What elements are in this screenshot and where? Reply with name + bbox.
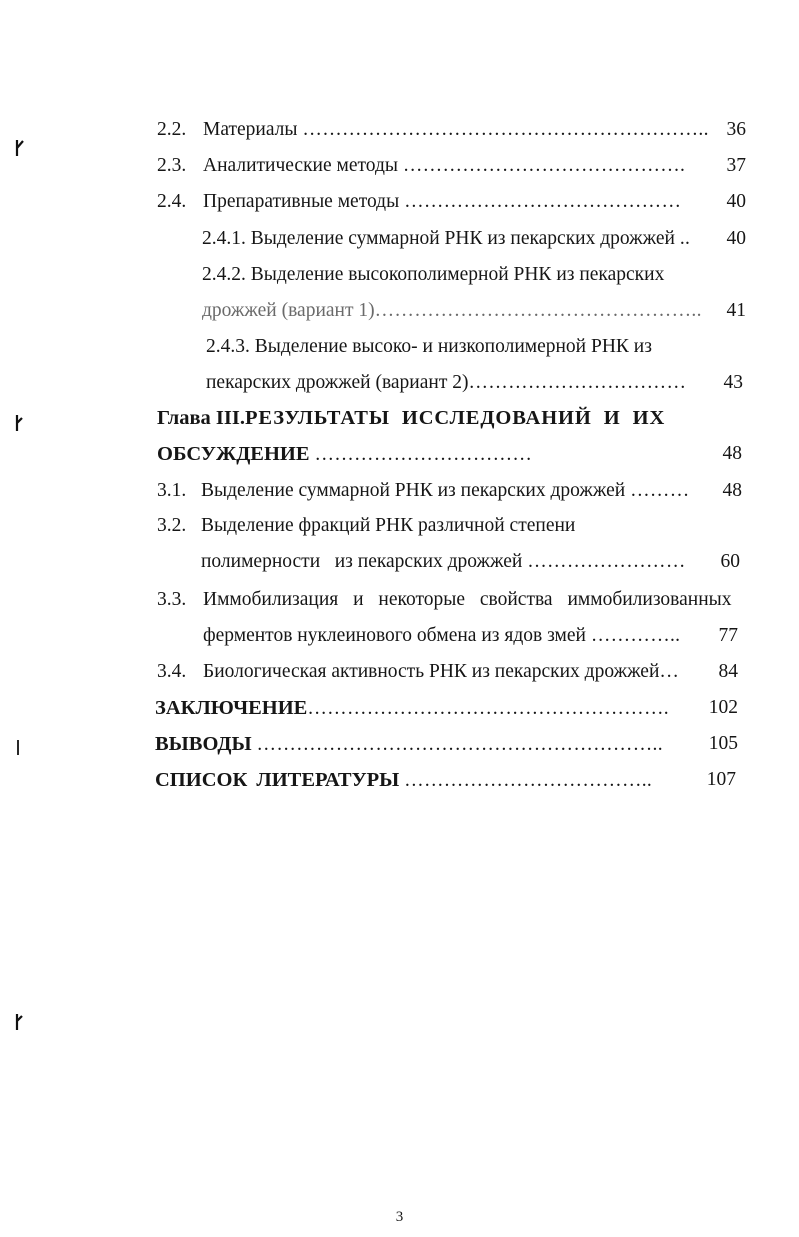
toc-entry-number: 2.4.2. <box>202 264 246 285</box>
toc-page-number: 40 <box>726 228 746 249</box>
toc-entry <box>202 263 664 287</box>
scan-mark <box>14 1013 26 1031</box>
scan-mark <box>14 139 26 157</box>
toc-entry <box>157 154 685 178</box>
toc-leader: ……………………………………. <box>402 155 686 176</box>
toc-entry-number: 3.2. <box>157 515 187 536</box>
toc-leader: …………………………………………………….. <box>256 734 663 755</box>
toc-entry <box>157 190 681 214</box>
toc-page-number: 77 <box>718 625 738 646</box>
toc-entry <box>157 588 732 612</box>
toc-entry-title: СПИСОК ЛИТЕРАТУРЫ <box>155 769 400 791</box>
toc-entry-title: ЗАКЛЮЧЕНИЕ <box>155 697 308 719</box>
toc-leader: ………….. <box>590 625 681 646</box>
toc-page-number: 107 <box>706 769 736 790</box>
toc-entry-title: Препаративные методы <box>203 191 400 212</box>
toc-entry-title: Выделение суммарной РНК из пекарских дрожжей <box>250 228 675 249</box>
toc-leader: ……………………………….. <box>404 770 653 791</box>
toc-page-number: 40 <box>726 191 746 212</box>
toc-entry <box>155 732 663 756</box>
toc-page-number: 43 <box>723 372 743 393</box>
toc-entry <box>155 696 669 720</box>
toc-entry-title: Аналитические методы <box>203 155 398 176</box>
toc-chapter-heading <box>157 406 666 430</box>
toc-entry-title-continued: ферментов нуклеинового обмена из ядов змей <box>203 625 586 646</box>
toc-entry-title: РЕЗУЛЬТАТЫ ИССЛЕДОВАНИЙ И ИХ <box>245 407 666 429</box>
toc-entry-number: 2.4. <box>157 191 187 212</box>
toc-entry <box>157 118 709 142</box>
toc-leader: ……… <box>630 480 690 501</box>
toc-entry-title: Выделение высокополимерной РНК из пекарских <box>250 264 665 285</box>
toc-leader: …………………… <box>527 551 686 572</box>
toc-page-number: 102 <box>708 697 738 718</box>
toc-entry-title-continued: пекарских дрожжей (вариант 2) <box>206 372 469 393</box>
toc-page-number: 48 <box>722 443 742 464</box>
toc-leader: ………………………………………….. <box>374 300 702 321</box>
toc-page-number: 105 <box>708 733 738 754</box>
toc-entry-continuation <box>157 442 532 466</box>
toc-leader: .. <box>679 228 691 249</box>
toc-entry-title: ВЫВОДЫ <box>155 733 252 755</box>
toc-entry-title-continued: полимерности из пекарских дрожжей <box>201 551 523 572</box>
toc-page-number: 36 <box>726 119 746 140</box>
toc-entry <box>157 660 679 684</box>
toc-entry <box>155 768 652 792</box>
toc-entry-number: 3.1. <box>157 480 187 501</box>
toc-entry-title: Биологическая активность РНК из пекарских дрожжей <box>203 661 660 682</box>
toc-leader: …………………………… <box>468 372 687 393</box>
toc-page-number: 48 <box>722 480 742 501</box>
scan-mark <box>14 738 26 756</box>
toc-leader: …………………………………… <box>404 191 682 212</box>
toc-entry-number: 3.3. <box>157 589 187 610</box>
toc-leader: …………………………………………………….. <box>302 119 709 140</box>
toc-entry <box>157 479 690 503</box>
toc-entry-title: Выделение высоко- и низкополимерной РНК из <box>254 336 652 357</box>
toc-page-number: 37 <box>726 155 746 176</box>
toc-leader: ………………………………………………. <box>307 698 669 719</box>
toc-entry-continuation <box>201 550 686 574</box>
toc-entry-number: 2.4.1. <box>202 228 246 249</box>
toc-entry-title: Иммобилизация и некоторые свойства иммобилизованных <box>203 589 732 610</box>
toc-entry-title: Выделение суммарной РНК из пекарских дрожжей <box>201 480 626 501</box>
toc-entry-title-continued: дрожжей (вариант 1) <box>202 300 375 321</box>
toc-leader: …………………………… <box>314 444 533 465</box>
toc-entry <box>206 335 652 359</box>
toc-entry-continuation <box>203 624 680 648</box>
toc-entry-continuation <box>202 299 702 323</box>
toc-entry-title: Материалы <box>203 119 298 140</box>
toc-entry-title-continued: ОБСУЖДЕНИЕ <box>157 443 310 465</box>
toc-page-number: 84 <box>718 661 738 682</box>
toc-entry-title: Выделение фракций РНК различной степени <box>201 515 576 536</box>
chapter-label: Глава III. <box>157 407 245 429</box>
toc-entry <box>202 227 690 251</box>
toc-entry <box>157 514 575 538</box>
scan-mark <box>14 414 26 432</box>
toc-leader: … <box>659 661 680 682</box>
toc-entry-number: 2.2. <box>157 119 187 140</box>
toc-page-number: 41 <box>726 300 746 321</box>
toc-entry-number: 2.3. <box>157 155 187 176</box>
toc-entry-number: 2.4.3. <box>206 336 250 357</box>
toc-page-number: 60 <box>720 551 740 572</box>
toc-entry-number: 3.4. <box>157 661 187 682</box>
page-number: 3 <box>395 1209 404 1225</box>
toc-entry-continuation <box>206 371 686 395</box>
